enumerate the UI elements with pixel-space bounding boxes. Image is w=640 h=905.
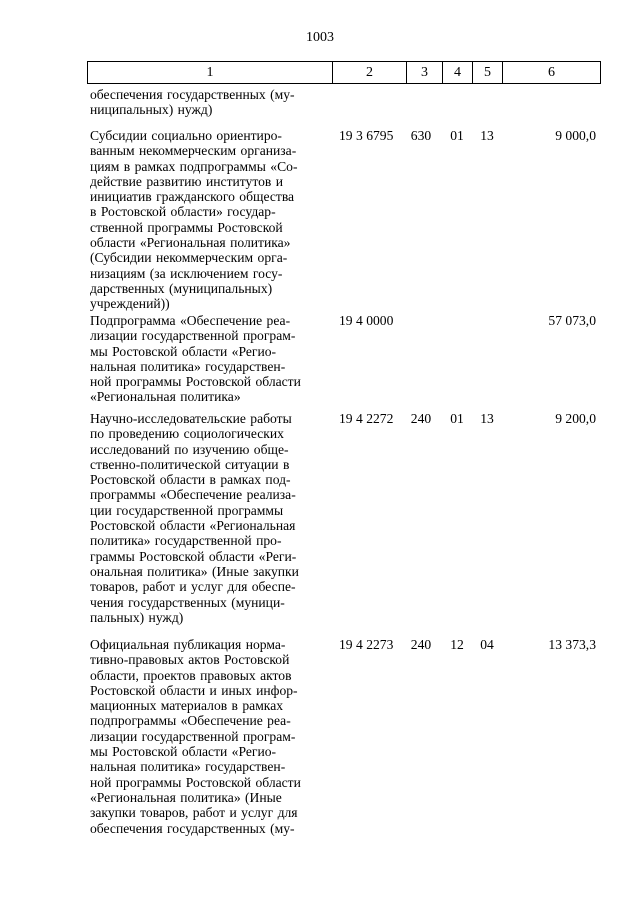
column-header-5: 5 <box>473 62 503 84</box>
row-code: 19 4 2272 <box>339 411 394 426</box>
row-description: Официальная публикация норма- тивно-правовых актов Ростовской области, проектов правовых актов Ростовской области и иных инфор- мационных материалов в рамках подпрограммы «Обеспечение реа- лизации государственной програм- мы Ростовской области «Регио- нальная политика» государствен- ной программы Ростовской области «Региональная политика» (Иные закупки товаров, работ и услуг для обеспечения государственных (му- <box>90 637 301 836</box>
column-header-row <box>88 62 601 84</box>
row-section: 12 <box>450 637 464 652</box>
row-expense-type: 630 <box>410 128 432 143</box>
page-number: 1003 <box>306 30 334 45</box>
column-header-3: 3 <box>407 62 443 84</box>
row-description: обеспечения государственных (му- ниципальных) нужд) <box>90 87 295 118</box>
row-expense-type: 240 <box>410 637 432 652</box>
row-amount: 9 000,0 <box>555 128 596 143</box>
row-amount: 9 200,0 <box>555 411 596 426</box>
column-header-6: 6 <box>503 62 601 84</box>
row-amount: 57 073,0 <box>548 313 596 328</box>
row-description: Научно-исследовательские работы по проведению социологических исследований по изучению обще- ственно-политической ситуации в Ростовской области в рамках под- программы «Обеспечение реализа- ции государственной программы Ростовской области «Региональная политика» государственной про- граммы Ростовской области «Реги- ональная политика» (Иные закупки товаров, работ и услуг для обеспе- чения государственных (муници- пальных) нужд) <box>90 411 299 625</box>
row-subsection: 13 <box>480 411 494 426</box>
row-code: 19 3 6795 <box>339 128 394 143</box>
row-code: 19 4 2273 <box>339 637 394 652</box>
column-header-2: 2 <box>333 62 407 84</box>
row-expense-type: 240 <box>410 411 432 426</box>
row-amount: 13 373,3 <box>548 637 596 652</box>
column-header-4: 4 <box>443 62 473 84</box>
column-header-1: 1 <box>88 62 333 84</box>
row-code: 19 4 0000 <box>339 313 394 328</box>
row-section: 01 <box>450 411 464 426</box>
row-section: 01 <box>450 128 464 143</box>
column-header-table <box>87 61 601 84</box>
row-description: Субсидии социально ориентиро- ванным некоммерческим организа- циям в рамках подпрограммы «Со- действие развитию институтов и инициатив гражданского общества в Ростовской области» государ- ственной программы Ростовской области «Региональная политика» (Субсидии некоммерческим орга- низациям (за исключением госу- дарственных (муниципальных) учреждений)) <box>90 128 298 312</box>
row-description: Подпрограмма «Обеспечение реа- лизации государственной програм- мы Ростовской области «Регио- нальная политика» государствен- ной программы Ростовской области «Региональная политика» <box>90 313 301 405</box>
row-subsection: 04 <box>480 637 494 652</box>
row-subsection: 13 <box>480 128 494 143</box>
